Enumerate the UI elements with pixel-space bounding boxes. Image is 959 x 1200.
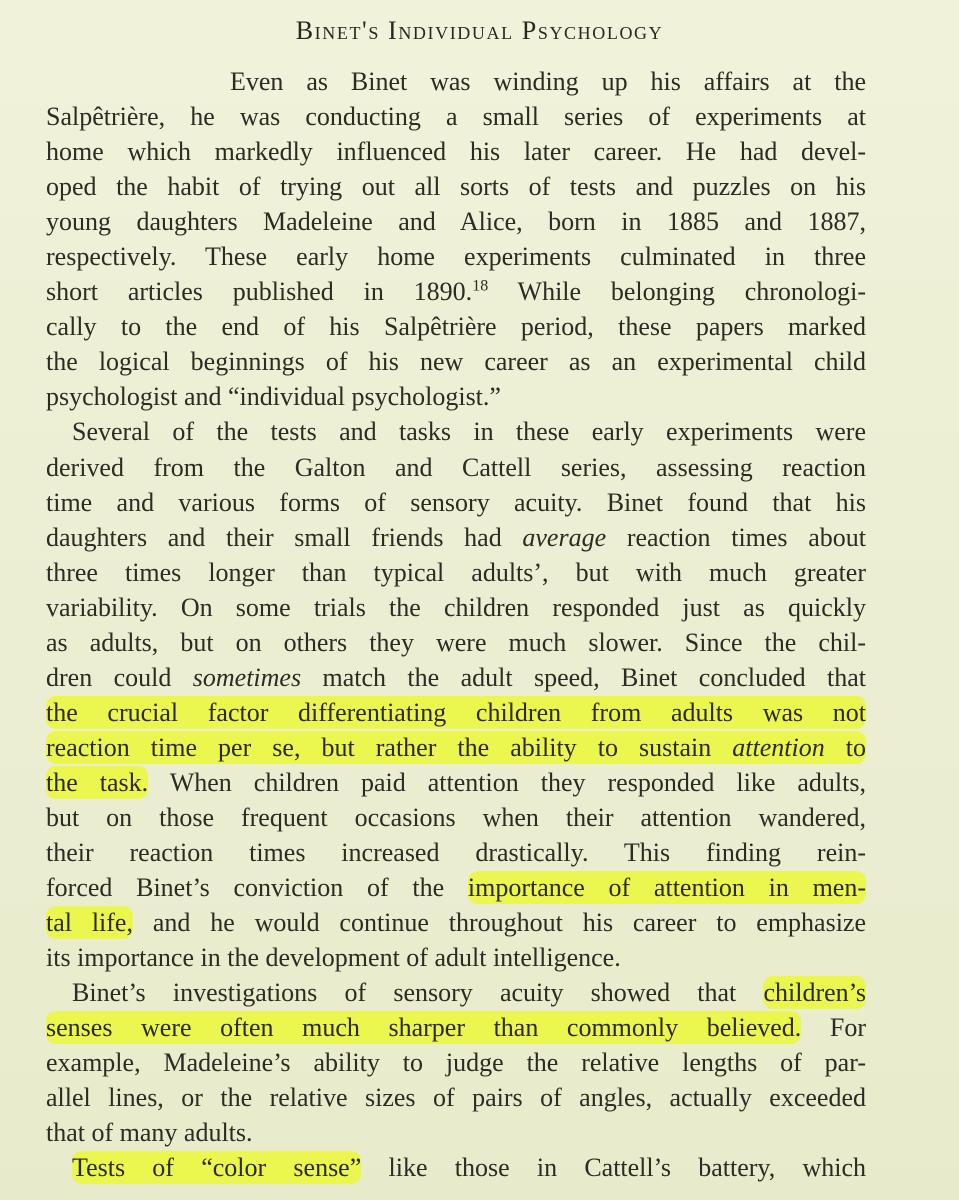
- text-fragment: While belonging chronologi-: [488, 277, 866, 307]
- running-head: Binet's Individual Psychology: [295, 16, 664, 45]
- text-line: variability. On some trials the children responded just as quickly: [46, 592, 866, 622]
- text-line: oped the habit of trying out all sorts of tests and puzzles on his: [46, 172, 866, 202]
- text-line: [46, 975, 866, 1010]
- text-fragment: short articles published in 1890.: [46, 277, 473, 307]
- text-line: the logical beginnings of his new career as an experimental child: [46, 347, 866, 377]
- highlighted-text: the crucial factor differentiating children from adults was not: [46, 697, 866, 727]
- highlighted-text: tal life,: [46, 908, 133, 938]
- text-line: [46, 274, 866, 309]
- text-line: example, Madeleine’s ability to judge the relative lengths of par-: [46, 1048, 866, 1078]
- text-fragment: dren could: [46, 662, 193, 692]
- text-line: [46, 765, 866, 800]
- footnote-reference: 18: [472, 277, 489, 295]
- highlighted-text: [46, 731, 866, 764]
- text-line: derived from the Galton and Cattell series, assessing reaction: [46, 452, 866, 482]
- text-line: [46, 520, 866, 555]
- text-line: young daughters Madeleine and Alice, born in 1885 and 1887,: [46, 207, 866, 237]
- text-line: as adults, but on others they were much slower. Since the chil-: [46, 627, 866, 657]
- text-line: [46, 730, 866, 765]
- text-fragment: reaction times about: [606, 522, 866, 552]
- text-line: that of many adults.: [46, 1118, 253, 1148]
- text-line: [46, 695, 866, 730]
- text-fragment: like those in Cattell’s battery, which: [361, 1153, 866, 1183]
- text-fragment: For: [801, 1013, 866, 1043]
- italic-emphasis: average: [522, 522, 607, 552]
- text-line: Several of the tests and tasks in these early experiments were: [72, 417, 866, 447]
- text-line: psychologist and “individual psychologist.”: [46, 382, 501, 412]
- text-fragment: reaction time per se, but rather the ability to sustain: [46, 732, 733, 762]
- text-line: its importance in the development of adult intelligence.: [46, 943, 621, 973]
- text-line: three times longer than typical adults’, but with much greater: [46, 557, 866, 587]
- highlighted-text: senses were often much sharper than commonly believed.: [46, 1013, 802, 1043]
- italic-emphasis: sometimes: [192, 662, 302, 692]
- text-fragment: and he would continue throughout his career to emphasize: [132, 908, 867, 938]
- text-line: time and various forms of sensory acuity. Binet found that his: [46, 487, 866, 517]
- text-fragment: Binet’s investigations of sensory acuity showed that: [72, 978, 764, 1008]
- text-line: [46, 1150, 866, 1185]
- text-line: Salpêtrière, he was conducting a small series of experiments at: [46, 102, 866, 132]
- text-line: home which markedly influenced his later career. He had devel-: [46, 137, 866, 167]
- text-fragment: match the adult speed, Binet concluded that: [301, 662, 867, 692]
- text-line: allel lines, or the relative sizes of pairs of angles, actually exceeded: [46, 1083, 866, 1113]
- text-line: cally to the end of his Salpêtrière period, these papers marked: [46, 312, 866, 342]
- text-line: but on those frequent occasions when their attention wandered,: [46, 802, 866, 832]
- text-fragment: daughters and their small friends had: [46, 522, 523, 552]
- text-line: [46, 905, 866, 940]
- body-text: [46, 64, 866, 1186]
- text-fragment: forced Binet’s conviction of the: [46, 873, 468, 903]
- highlighted-text: importance of attention in men-: [467, 873, 866, 903]
- highlighted-text: the task.: [46, 767, 149, 797]
- text-line: [46, 870, 866, 905]
- text-fragment: When children paid attention they responded like adults,: [148, 767, 866, 797]
- highlighted-text: Tests of “color sense”: [72, 1153, 362, 1183]
- text-fragment: to: [824, 732, 866, 762]
- highlighted-text: children’s: [763, 978, 866, 1008]
- text-line: their reaction times increased drastically. This finding rein-: [46, 838, 866, 868]
- text-line: [46, 660, 866, 695]
- text-line: [46, 1010, 866, 1045]
- italic-emphasis: attention: [732, 732, 825, 762]
- text-line: Even as Binet was winding up his affairs at the: [230, 67, 866, 96]
- text-line: respectively. These early home experiments culminated in three: [46, 242, 866, 272]
